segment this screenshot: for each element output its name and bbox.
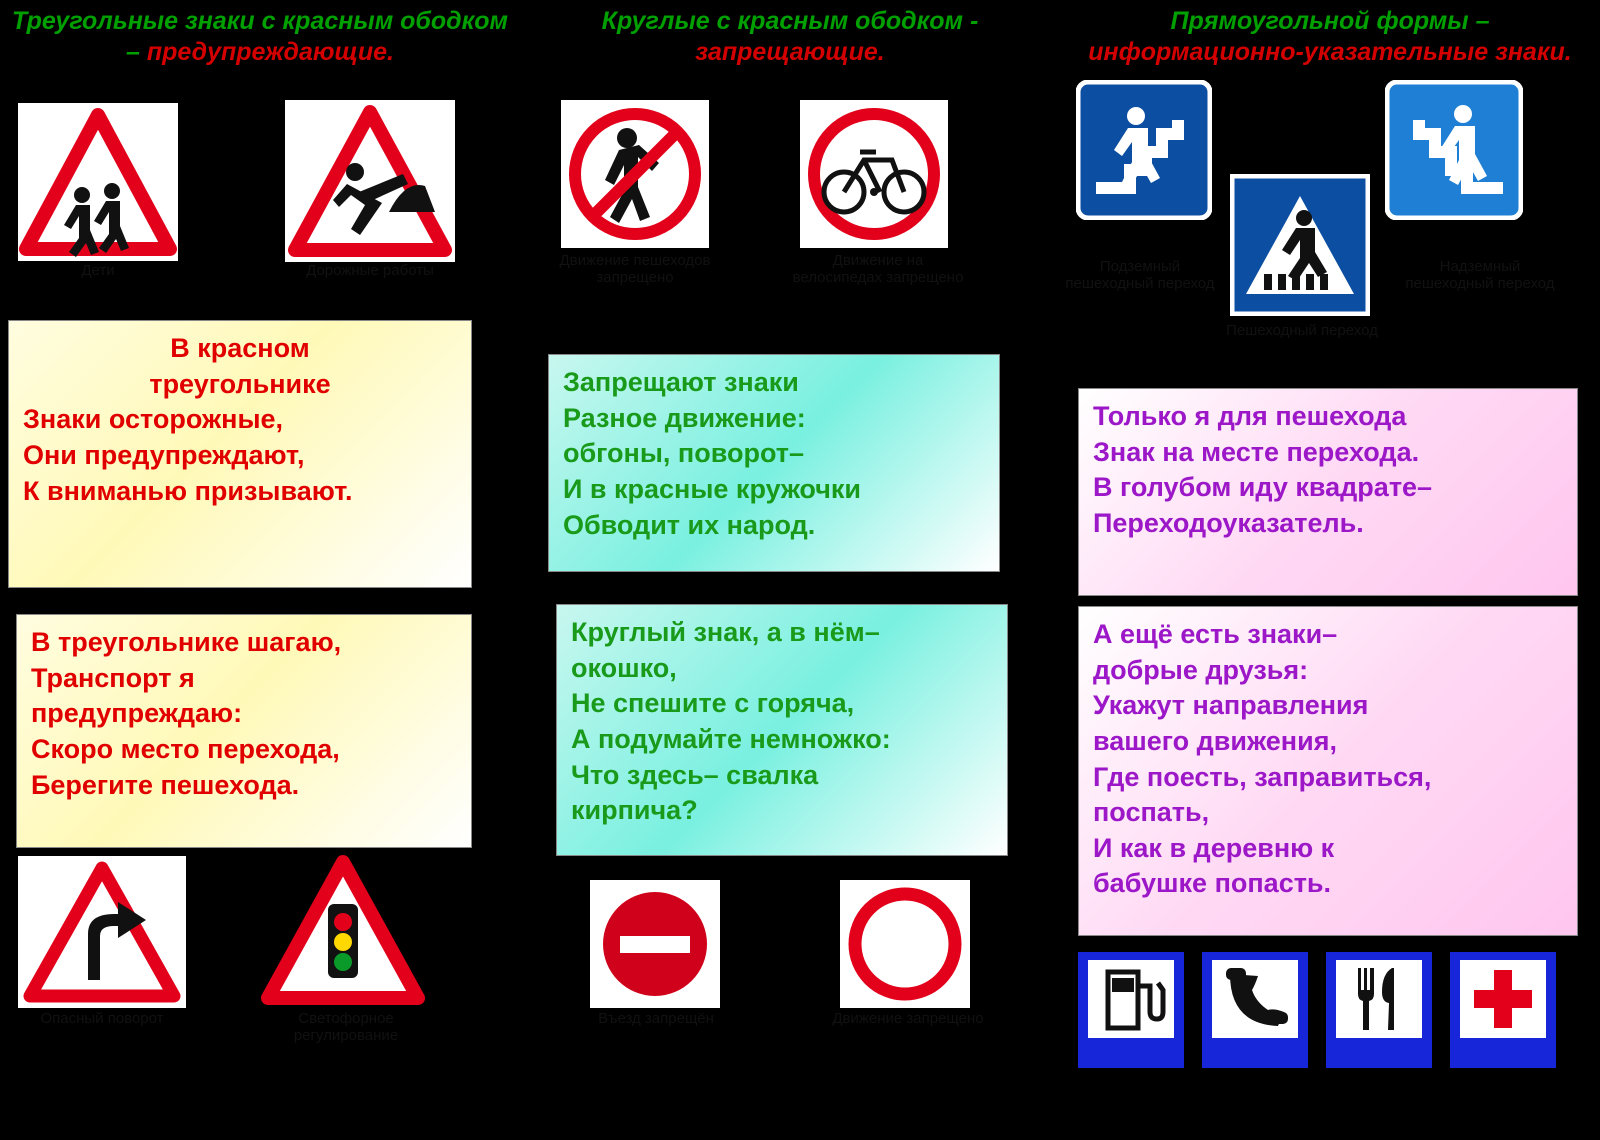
poem-crossing: [1078, 388, 1578, 596]
poem-line: В треугольнике шагаю,: [31, 627, 342, 657]
pedestrian-crossing-caption: Пешеходный переход: [1226, 322, 1378, 339]
poem-line: обгоны, поворот–: [563, 438, 805, 469]
column3-heading-part1: Прямоугольной формы –: [1170, 7, 1490, 35]
no-bicycles-caption: Движение на велосипедах запрещено: [792, 252, 964, 287]
poem-line: треугольнике: [149, 368, 331, 399]
roadworks-sign: [285, 100, 455, 262]
food-sign: [1326, 952, 1432, 1068]
pedestrian-crossing-sign: [1230, 174, 1370, 316]
poem-red-triangle: [8, 320, 472, 588]
poem-line: И в красные кружочки: [563, 473, 862, 504]
poem-line: Знак на месте перехода.: [1093, 436, 1420, 467]
poem-line: Только я для пешехода: [1093, 401, 1407, 431]
poem-line: кирпича?: [571, 795, 698, 826]
poem-round-sign: [556, 604, 1008, 856]
children-sign-caption: Дети: [81, 262, 115, 279]
dangerous-turn-sign: [18, 856, 186, 1008]
column1-heading-part1: Треугольные знаки с красным ободком –: [11, 7, 509, 67]
traffic-light-caption: Светофорное регулирование: [293, 1010, 399, 1045]
poem-line: поспать,: [1093, 797, 1210, 828]
no-pedestrians-caption: Движение пешеходов запрещено: [559, 252, 711, 287]
poem-line: В голубом иду квадрате–: [1093, 472, 1433, 503]
overground-crossing-caption: Надземный пешеходный переход: [1405, 258, 1555, 293]
poem-line: вашего движения,: [1093, 725, 1337, 756]
poem-line: И как в деревню к: [1093, 832, 1335, 863]
no-traffic-sign: [840, 880, 970, 1008]
poem-line: Укажут направления: [1093, 690, 1369, 721]
column3-heading: [1060, 0, 1600, 69]
column2-heading: [520, 0, 1060, 69]
telephone-sign: [1202, 952, 1308, 1068]
poem-line: Разное движение:: [563, 402, 806, 433]
column2-heading-part2: запрещающие.: [695, 38, 885, 67]
poem-line: бабушке попасть.: [1093, 868, 1332, 899]
children-sign: [18, 103, 178, 261]
column1-heading-part2: предупреждающие.: [146, 38, 394, 67]
no-traffic-caption: Движение запрещено: [832, 1010, 984, 1027]
poem-line: В красном: [170, 333, 310, 363]
traffic-light-sign: [258, 852, 428, 1010]
column-warning-signs: [0, 0, 520, 69]
column-prohibiting-signs: [520, 0, 1060, 69]
no-entry-sign: [590, 880, 720, 1008]
poem-line: Не спешите с горяча,: [571, 688, 855, 719]
poem-line: Обводит их народ.: [563, 509, 816, 540]
poem-line: Скоро место перехода,: [31, 733, 340, 764]
poem-line: Где поесть, заправиться,: [1093, 761, 1432, 792]
poem-line: Что здесь– свалка: [571, 759, 819, 790]
poem-line: Они предупреждают,: [23, 439, 305, 470]
poem-line: Транспорт я: [31, 662, 195, 693]
column3-heading-part2: информационно-указательные знаки.: [1088, 38, 1572, 67]
poem-line: К вниманью призывают.: [23, 475, 353, 506]
underground-crossing-sign: [1076, 80, 1212, 220]
column1-heading: [0, 0, 520, 69]
poem-service-signs: [1078, 606, 1578, 936]
poem-line: А подумайте немножко:: [571, 723, 891, 754]
poem-line: Круглый знак, а в нём–: [571, 617, 880, 647]
roadworks-sign-caption: Дорожные работы: [306, 262, 434, 279]
underground-crossing-caption: Подземный пешеходный переход: [1065, 258, 1215, 293]
overground-crossing-sign: [1385, 80, 1523, 220]
poem-line: окошко,: [571, 652, 677, 683]
poem-line: Запрещают знаки: [563, 367, 799, 397]
dangerous-turn-caption: Опасный поворот: [40, 1010, 164, 1027]
column-information-signs: [1060, 0, 1600, 69]
poem-line: Переходоуказатель.: [1093, 507, 1364, 538]
no-entry-caption: Въезд запрещён: [598, 1010, 714, 1027]
fuel-station-sign: [1078, 952, 1184, 1068]
no-bicycles-sign: [800, 100, 948, 248]
poem-line: предупреждаю:: [31, 698, 243, 729]
column2-heading-part1: Круглые с красным ободком -: [601, 7, 979, 35]
poem-line: добрые друзья:: [1093, 654, 1309, 685]
poem-triangle-walk: [16, 614, 472, 848]
poem-line: Знаки осторожные,: [23, 404, 284, 435]
poem-line: А ещё есть знаки–: [1093, 619, 1338, 649]
poem-prohibit: [548, 354, 1000, 572]
poem-line: Берегите пешехода.: [31, 769, 300, 800]
first-aid-sign: [1450, 952, 1556, 1068]
no-pedestrians-sign: [561, 100, 709, 248]
